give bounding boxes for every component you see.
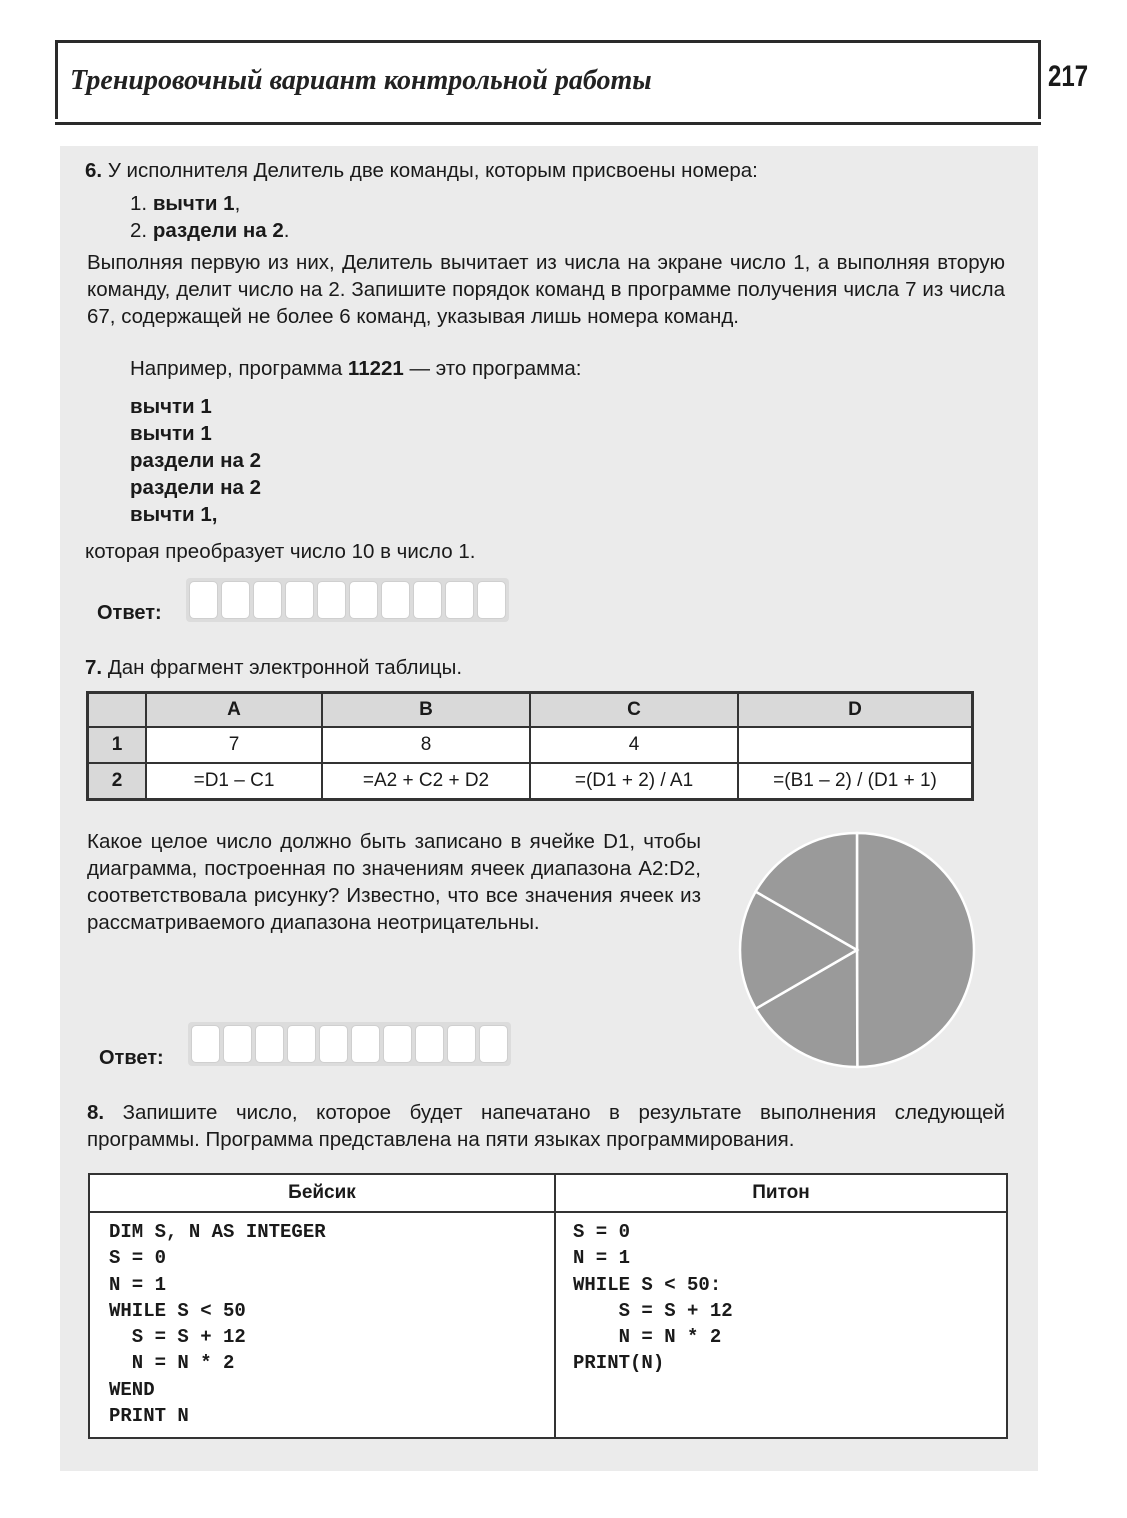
python-code-cell xyxy=(555,1212,1007,1438)
table-cell xyxy=(738,727,973,763)
example-line: вычти 1, xyxy=(130,503,218,526)
page-header xyxy=(55,40,1041,119)
code-line: S = 0 xyxy=(109,1247,167,1270)
table-cell: 4 xyxy=(530,727,738,763)
spreadsheet-row xyxy=(88,727,973,763)
task6-intro-line xyxy=(85,157,758,184)
task6-example-result: которая преобразует число 10 в число 1. xyxy=(85,540,476,563)
task7-answer-field[interactable] xyxy=(188,1022,511,1066)
table-cell: =D1 – C1 xyxy=(146,763,322,800)
example-line: раздели на 2 xyxy=(130,476,261,499)
code-table xyxy=(88,1173,1008,1439)
task7-intro-line xyxy=(85,654,462,681)
code-line: DIM S, N AS INTEGER xyxy=(109,1221,326,1243)
task6-number: 6. xyxy=(85,159,103,182)
spreadsheet-header-row xyxy=(88,693,973,728)
example-code: 11221 xyxy=(347,357,404,380)
code-line: N = 1 xyxy=(109,1273,167,1296)
task8-number: 8. xyxy=(87,1101,105,1124)
example-suffix: — это программа: xyxy=(409,357,582,380)
code-line: S = 0 xyxy=(573,1221,631,1243)
example-line: раздели на 2 xyxy=(130,449,261,472)
task8-intro: Запишите число, которое будет напечатано в результате выполнения следующей программы. Программа представлена на пяти языках программирования. xyxy=(87,1101,1005,1151)
task6-answer-label: Ответ: xyxy=(97,602,162,624)
command-suffix: , xyxy=(234,192,241,215)
page-number: 217 xyxy=(1048,60,1089,93)
command-text: вычти 1 xyxy=(152,192,235,215)
command-number: 1. xyxy=(130,192,148,215)
spreadsheet-row xyxy=(88,763,973,800)
code-line: N = N * 2 xyxy=(573,1326,722,1349)
column-header: D xyxy=(738,693,973,728)
basic-code xyxy=(109,1219,554,1429)
column-header: C xyxy=(530,693,738,728)
code-line: WHILE S < 50: xyxy=(573,1273,722,1296)
row-header: 2 xyxy=(88,763,147,800)
row-header: 1 xyxy=(88,727,147,763)
task6-description: Выполняя первую из них, Делитель вычитает из числа на экране число 1, а выполняя вторую команду, делит число на 2. Запишите порядок команд в программе получения числа 7 из числа 67, содержащей не более 6 команд, указывая лишь номера команд. xyxy=(87,251,1005,328)
task6-command-1 xyxy=(130,190,240,217)
code-line: PRINT N xyxy=(109,1405,189,1428)
task7-number: 7. xyxy=(85,656,103,679)
example-line: вычти 1 xyxy=(130,422,212,445)
command-text: раздели на 2 xyxy=(152,219,284,242)
column-header: A xyxy=(146,693,322,728)
table-cell: =A2 + C2 + D2 xyxy=(322,763,530,800)
example-prefix: Например, программа xyxy=(130,357,343,380)
table-cell: 8 xyxy=(322,727,530,763)
task6-answer-field[interactable] xyxy=(186,578,509,622)
task6-example-line xyxy=(130,355,581,382)
column-header: B xyxy=(322,693,530,728)
code-line: N = N * 2 xyxy=(109,1352,235,1375)
python-code xyxy=(573,1219,1006,1377)
task7-intro: Дан фрагмент электронной таблицы. xyxy=(107,656,463,679)
code-line: WEND xyxy=(109,1378,155,1401)
code-line: S = S + 12 xyxy=(573,1299,733,1322)
basic-code-cell xyxy=(89,1212,555,1438)
corner-cell xyxy=(88,693,147,728)
task6-command-2 xyxy=(130,217,290,244)
pie-slice-a2 xyxy=(857,833,974,1067)
code-line: WHILE S < 50 xyxy=(109,1299,246,1322)
task6-intro: У исполнителя Делитель две команды, которым присвоены номера: xyxy=(107,159,758,182)
python-header: Питон xyxy=(555,1174,1007,1212)
code-line: PRINT(N) xyxy=(573,1352,665,1375)
code-line: S = S + 12 xyxy=(109,1326,246,1349)
table-cell: =(B1 – 2) / (D1 + 1) xyxy=(738,763,973,800)
table-cell: =(D1 + 2) / A1 xyxy=(530,763,738,800)
command-number: 2. xyxy=(130,219,148,242)
spreadsheet-fragment xyxy=(86,691,974,801)
task7-answer-label: Ответ: xyxy=(99,1047,164,1069)
task8-intro-line xyxy=(87,1099,1005,1153)
code-line: N = 1 xyxy=(573,1247,631,1270)
table-cell: 7 xyxy=(146,727,322,763)
pie-chart xyxy=(738,830,976,1070)
basic-header: Бейсик xyxy=(89,1174,555,1212)
example-line: вычти 1 xyxy=(130,395,212,418)
task7-question: Какое целое число должно быть записано в ячейке D1, чтобы диаграмма, построенная по значениям ячеек диапазона A2:D2, соответствовала рисунку? Известно, что все значения ячеек из рассматриваемого диапазона неотрицательны. xyxy=(87,830,701,934)
command-suffix: . xyxy=(283,219,290,242)
header-title: Тренировочный вариант контрольной работы xyxy=(70,65,652,96)
